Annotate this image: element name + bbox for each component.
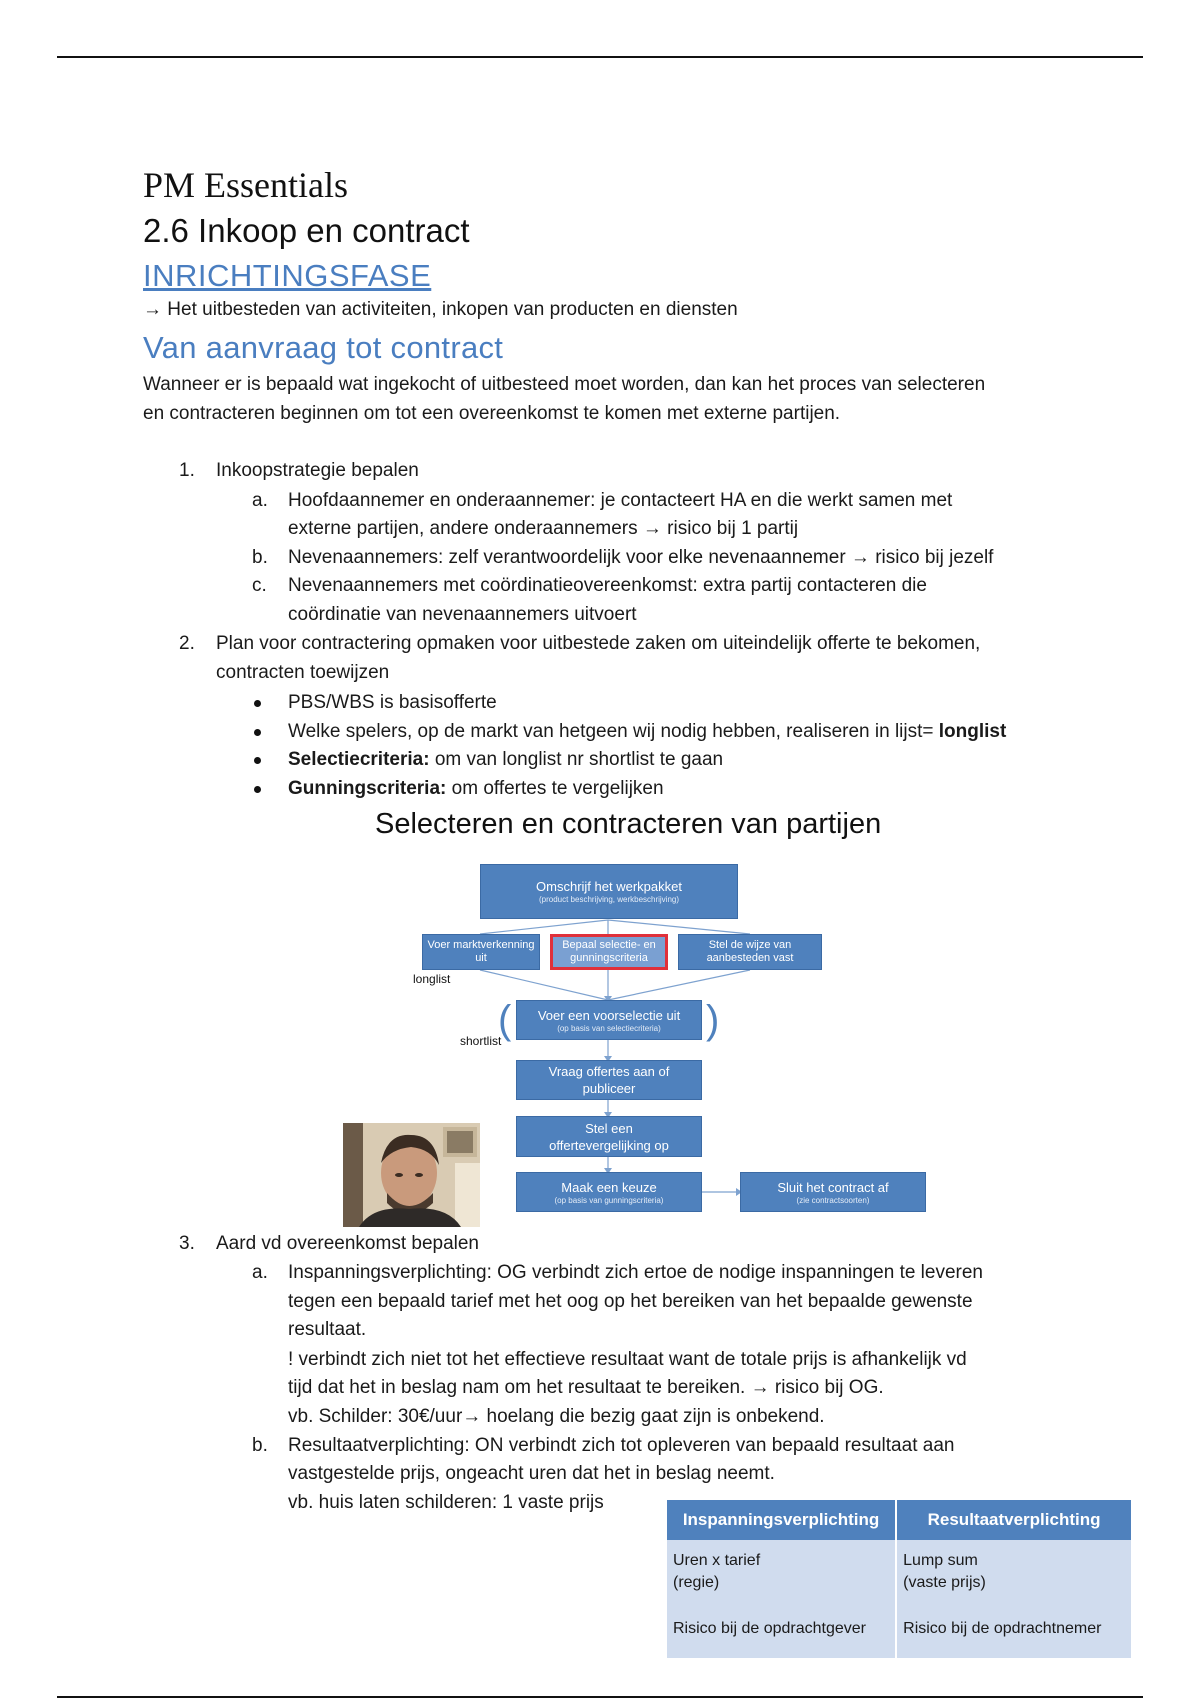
phase-heading: INRICHTINGSFASE (143, 258, 432, 293)
cell-line: Risico bij de opdrachtnemer (903, 1620, 1102, 1637)
table-cell (897, 1540, 1131, 1658)
diagram-title: Selecteren en contracteren van partijen (375, 808, 882, 840)
list-item-text: Plan voor contractering opmaken voor uitbestede zaken om uiteindelijk offerte te bekomen, (216, 633, 981, 654)
subheading: Van aanvraag tot contract (143, 330, 504, 365)
sublist-text: coördinatie van nevenaannemers uitvoert (288, 604, 637, 625)
sublist-label: a. (252, 490, 268, 511)
diagram-box-contract (740, 1172, 926, 1212)
bullet-text: PBS/WBS is basisofferte (288, 692, 497, 713)
box-label: Stel de wijze van aanbesteden vast (706, 939, 794, 964)
document-title: PM Essentials (143, 165, 349, 205)
diagram-box-werkpakket (480, 864, 738, 919)
bullet-text (288, 717, 1006, 746)
box-label: Stel een offertevergelijking op (549, 1120, 669, 1153)
cell-line: (vaste prijs) (903, 1574, 986, 1591)
sublist-text: Hoofdaannemer en onderaannemer: je contacteert HA en die werkt samen met (288, 490, 953, 511)
diagram-box-offertes (516, 1060, 702, 1100)
diagram-box-vergelijking (516, 1116, 702, 1157)
box-sublabel: (product beschrijving, werkbeschrijving) (538, 895, 680, 904)
intro-line: en contracteren beginnen om tot een overeenkomst te komen met externe partijen. (143, 403, 841, 424)
sublist-text: vastgestelde prijs, ongeacht uren dat het in beslag neemt. (288, 1463, 775, 1484)
sublist-label: b. (252, 547, 268, 568)
cell-line: (regie) (673, 1574, 720, 1591)
sublist-text: Nevenaannemers met coördinatieovereenkomst: extra partij contacteren die (288, 575, 927, 596)
box-label: Sluit het contract af (777, 1179, 889, 1195)
box-label: Voer marktverkenning uit (427, 939, 535, 964)
bullet-bold-term: Gunningscriteria: (288, 778, 447, 799)
left-bracket: ( (498, 998, 512, 1042)
intro-line: Wanneer er is bepaald wat ingekocht of uitbesteed moet worden, dan kan het proces van selecteren (143, 374, 986, 395)
bullet-bold-term: Selectiecriteria: (288, 749, 430, 770)
bullet-text-part: Welke spelers, op de markt van hetgeen wij nodig hebben, realiseren in lijst= (288, 721, 934, 742)
sublist-text: Inspanningsverplichting: OG verbindt zich ertoe de nodige inspanningen te leveren (288, 1262, 984, 1283)
top-rule (57, 56, 1143, 58)
diagram-box-criteria (550, 934, 668, 970)
right-bracket: ) (706, 998, 720, 1042)
diagram-box-voorselectie (516, 1000, 702, 1040)
list-number: 2. (179, 633, 195, 654)
sublist-label: a. (252, 1262, 268, 1283)
bullet-text-part: om offertes te vergelijken (451, 778, 664, 799)
box-label: Maak een keuze (561, 1179, 657, 1195)
list-item-text: Aard vd overeenkomst bepalen (216, 1233, 479, 1254)
bullet-dot (254, 700, 261, 707)
sublist-text: Nevenaannemers: zelf verantwoordelijk voor elke nevenaannemer → risico bij jezelf (288, 547, 994, 568)
list-number: 3. (179, 1233, 195, 1254)
box-label: Bepaal selectie- en gunningscriteria (562, 939, 656, 964)
list-item-text: Inkoopstrategie bepalen (216, 460, 419, 481)
sublist-text: externe partijen, andere onderaannemers → risico bij 1 partij (288, 518, 799, 539)
phase-note: → Het uitbesteden van activiteiten, inkopen van producten en diensten (143, 299, 738, 320)
box-label: Omschrijf het werkpakket (536, 879, 682, 894)
list-number: 1. (179, 460, 195, 481)
table-header: Inspanningsverplichting (667, 1500, 897, 1540)
table-cell (667, 1540, 897, 1658)
presenter-webcam-image (343, 1123, 480, 1227)
cell-line: Risico bij de opdrachtgever (673, 1620, 866, 1637)
box-label: Voer een voorselectie uit (537, 1007, 681, 1023)
box-sublabel: (zie contractsoorten) (796, 1195, 870, 1205)
sublist-text: ! verbindt zich niet tot het effectieve resultaat want de totale prijs is afhankelijk vd (288, 1349, 967, 1370)
bullet-text (288, 745, 723, 774)
cell-line: Lump sum (903, 1552, 978, 1569)
diagram-box-aanbesteden (678, 934, 822, 970)
cell-line: Uren x tarief (673, 1552, 761, 1569)
bottom-rule (57, 1696, 1143, 1698)
table-header-row (667, 1500, 1131, 1540)
bullet-dot (254, 757, 261, 764)
section-title: 2.6 Inkoop en contract (143, 212, 470, 249)
sublist-text: tegen een bepaald tarief met het oog op het bereiken van het bepaalde gewenste (288, 1291, 973, 1312)
bullet-dot (254, 729, 261, 736)
sublist-text: resultaat. (288, 1319, 367, 1340)
contract-comparison-table (667, 1500, 1131, 1658)
sublist-label: b. (252, 1435, 268, 1456)
box-sublabel: (op basis van selectiecriteria) (557, 1023, 661, 1033)
list-item-text: contracten toewijzen (216, 662, 390, 683)
presenter-photo (343, 1123, 480, 1227)
sublist-text: Resultaatverplichting: ON verbindt zich tot opleveren van bepaald resultaat aan (288, 1435, 955, 1456)
diagram-box-marktverkenning (422, 934, 540, 970)
sublist-text: vb. Schilder: 30€/uur→ hoelang die bezig gaat zijn is onbekend. (288, 1406, 825, 1427)
shortlist-label: shortlist (460, 1034, 502, 1048)
table-header: Resultaatverplichting (897, 1500, 1131, 1540)
bullet-text-part: om van longlist nr shortlist te gaan (434, 749, 724, 770)
sublist-text: vb. huis laten schilderen: 1 vaste prijs (288, 1492, 604, 1513)
diagram-box-keuze (516, 1172, 702, 1212)
bullet-text (288, 774, 664, 803)
intro-paragraph (143, 370, 1083, 428)
longlist-label: longlist (413, 972, 451, 986)
table-row (667, 1540, 1131, 1658)
box-label: Vraag offertes aan of publiceer (548, 1064, 670, 1096)
bullet-bold-term: longlist (938, 721, 1007, 742)
sublist-text: tijd dat het in beslag nam om het resultaat te bereiken. → risico bij OG. (288, 1377, 884, 1398)
sublist-label: c. (252, 575, 267, 596)
bullet-dot (254, 786, 261, 793)
box-sublabel: (op basis van gunningscriteria) (554, 1195, 664, 1205)
